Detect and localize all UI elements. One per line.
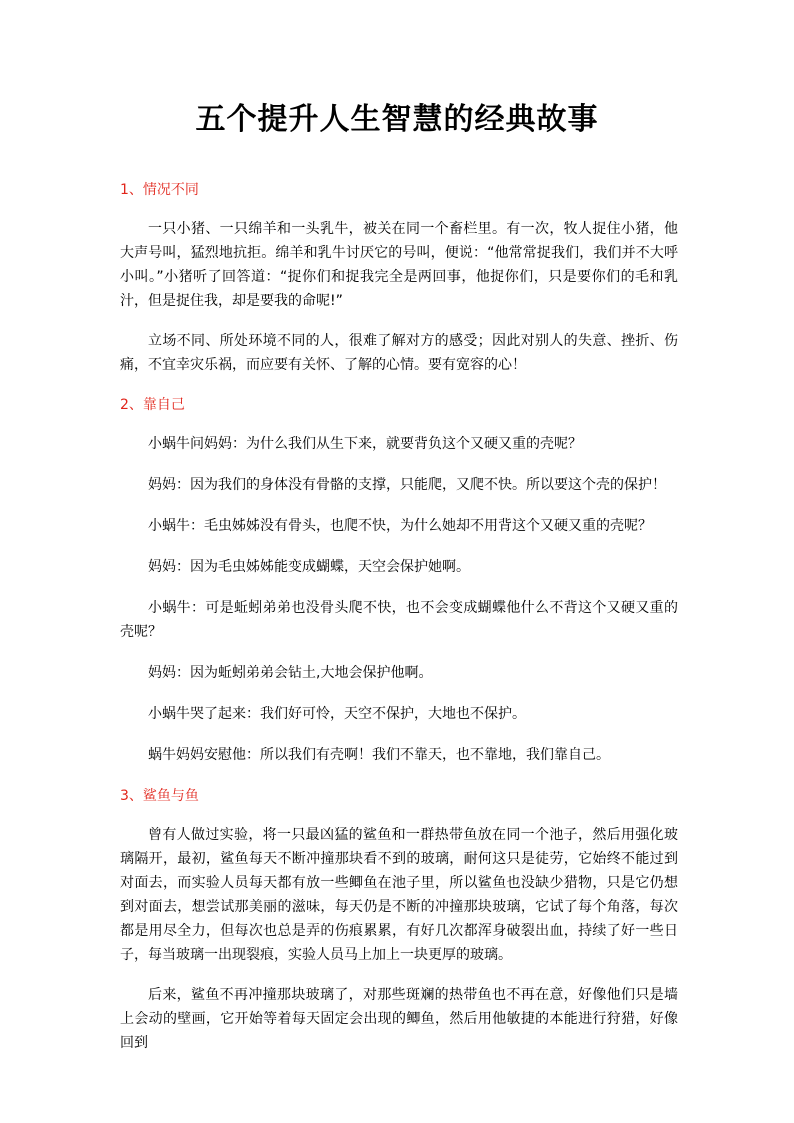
section-2-dialog-line: 小蜗牛：可是蚯蚓弟弟也没骨头爬不快，也不会变成蝴蝶他什么不背这个又硬又重的壳呢？ [120, 600, 678, 640]
section-2-dialog-line: 妈妈：因为我们的身体没有骨骼的支撑，只能爬，又爬不快。所以要这个壳的保护！ [148, 477, 666, 493]
section-3-paragraph: 曾有人做过实验，将一只最凶猛的鲨鱼和一群热带鱼放在同一个池子，然后用强化玻璃隔开，最初，鲨鱼每天不断冲撞那块看不到的玻璃，耐何这只是徒劳，它始终不能过到对面去，而实验人员每天都有放一些鲫鱼在池子里，所以鲨鱼也没缺少猎物，只是它仍想到对面去，想尝试那美丽的滋味，每天仍是不断的冲撞那块玻璃，它试了每个角落，每次都是用尽全力，但每次也总是弄的伤痕累累，有好几次都浑身破裂出血，持续了好一些日子，每当玻璃一出现裂痕，实验人员马上加上一块更厚的玻璃。 [120, 827, 678, 963]
section-1-paragraph: 一只小猪、一只绵羊和一头乳牛，被关在同一个畜栏里。有一次，牧人捉住小猪，他大声号叫，猛烈地抗拒。绵羊和乳牛讨厌它的号叫，便说：“他常常捉我们，我们并不大呼小叫。”小猪听了回答道：“捉你们和捉我完全是两回事，他捉你们，只是要你们的毛和乳汁，但是捉住我，却是要我的命呢!” [120, 221, 678, 309]
document-body [120, 178, 678, 1071]
section-2-dialog-line: 小蜗牛问妈妈：为什么我们从生下来，就要背负这个又硬又重的壳呢？ [148, 436, 582, 452]
section-2-dialog-line: 小蜗牛：毛虫姊姊没有骨头，也爬不快，为什么她却不用背这个又硬又重的壳呢？ [148, 518, 652, 534]
section-heading-2: 2、靠自己 [120, 397, 185, 413]
section-2-dialog-line: 蜗牛妈妈安慰他：所以我们有壳啊！我们不靠天，也不靠地，我们靠自己。 [148, 747, 610, 763]
document-title: 五个提升人生智慧的经典故事 [195, 102, 599, 137]
section-2-dialog-line: 妈妈：因为毛虫姊姊能变成蝴蝶，天空会保护她啊。 [148, 559, 470, 575]
section-1-paragraph: 立场不同、所处环境不同的人，很难了解对方的感受；因此对别人的失意、挫折、伤痛，不宜幸灾乐祸，而应要有关怀、了解的心情。要有宽容的心！ [120, 333, 678, 373]
section-2-dialog-line: 小蜗牛哭了起来：我们好可怜，天空不保护，大地也不保护。 [148, 706, 526, 722]
section-2-dialog-line: 妈妈：因为蚯蚓弟弟会钻土,大地会保护他啊。 [148, 665, 433, 681]
section-heading-3: 3、鲨鱼与鱼 [120, 788, 199, 804]
section-3-paragraph: 后来，鲨鱼不再冲撞那块玻璃了，对那些斑斓的热带鱼也不再在意，好像他们只是墙上会动的壁画，它开始等着每天固定会出现的鲫鱼，然后用他敏捷的本能进行狩猎，好像回到 [120, 987, 678, 1051]
section-heading-1: 1、情况不同 [120, 182, 199, 198]
